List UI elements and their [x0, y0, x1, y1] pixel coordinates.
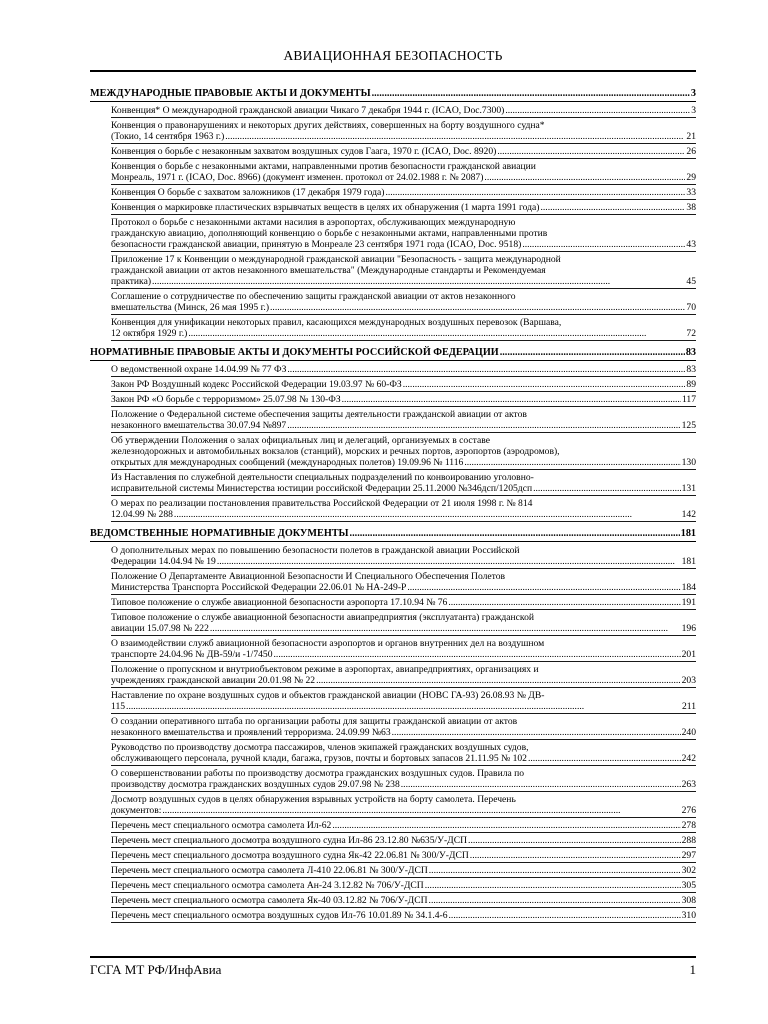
toc-entry[interactable] [111, 690, 696, 712]
toc-entry-text: Закон РФ «О борьбе с терроризмом» 25.07.98 № 130-ФЗ [111, 394, 341, 405]
toc-entry-page-number: 203 [681, 675, 696, 686]
toc-entry[interactable] [111, 638, 696, 660]
toc-entry[interactable] [111, 161, 696, 183]
section-title: ВЕДОМСТВЕННЫЕ НОРМАТИВНЫЕ ДОКУМЕНТЫ [90, 528, 349, 539]
dot-leader [522, 239, 685, 250]
section-heading[interactable] [90, 347, 696, 359]
toc-entry-text: Положение О Департаменте Авиационной Безопасности И Специального Обеспечения Полетов [111, 571, 506, 582]
toc-entry-page-number: 297 [681, 850, 696, 861]
toc-entry-text: авиации 15.07.98 № 222 [111, 623, 209, 634]
toc-entry-text: Типовое положение о службе авиационной безопасности авиапредприятия (эксплуатанта) гражданской [111, 612, 535, 623]
toc-entry-text: гражданской авиации от актов незаконного вмешательства" (Международные стандарты и Рекомендуемая [111, 265, 546, 276]
toc-entry-text: Перечень мест специального осмотра воздушных судов Ил-76 10.01.89 № 34.1.4-6 [111, 910, 448, 921]
entry-rule [111, 687, 696, 688]
entry-rule [111, 832, 696, 833]
section-rule [90, 360, 696, 361]
toc-entry-text: 115 [111, 701, 126, 712]
toc-entry-text: О создании оперативного штаба по организации работы для защиты гражданской авиации от актов [111, 716, 518, 727]
entry-rule [111, 251, 696, 252]
dot-leader [449, 910, 681, 921]
entry-rule [111, 495, 696, 496]
toc-entry-text: Об утверждении Положения о залах официальных лиц и делегаций, организуемых в составе [111, 435, 490, 446]
dot-leader [385, 187, 685, 198]
toc-entry-page-number: 3 [691, 105, 696, 116]
toc-entry-text: открытых для международных сообщений (международных полетов) 19.09.96 № 1116 [111, 457, 464, 468]
header-rule [90, 70, 696, 72]
entry-rule [111, 521, 696, 522]
dot-leader [464, 457, 680, 468]
toc-entry[interactable] [111, 146, 696, 157]
dot-leader [468, 835, 681, 846]
entry-rule [111, 892, 696, 893]
toc-entry[interactable] [111, 664, 696, 686]
toc-entry-page-number: 302 [681, 865, 696, 876]
footer-rule [90, 956, 696, 958]
entry-rule [111, 158, 696, 159]
toc-entry-text: Досмотр воздушных судов в целях обнаружения взрывных устройств на борту самолета. Перечень [111, 794, 516, 805]
dot-leader [225, 131, 685, 142]
toc-entry[interactable] [111, 472, 696, 494]
toc-entry-page-number: 125 [681, 420, 696, 431]
dot-leader [448, 597, 680, 608]
entry-rule [111, 314, 696, 315]
toc-entry[interactable] [111, 202, 696, 213]
dot-leader [484, 172, 685, 183]
toc-entry[interactable] [111, 768, 696, 790]
entry-rule [111, 635, 696, 636]
section-rule [90, 101, 696, 102]
toc-entry-page-number: 26 [686, 146, 696, 157]
section-page-number: 181 [680, 528, 696, 539]
toc-entry-text: О взаимодействии служб авиационной безопасности аэропортов и органов внутренних дел на воздушном [111, 638, 545, 649]
toc-entry-text: производству досмотра гражданских воздушных судов 29.07.98 № 238 [111, 779, 400, 790]
toc-entry-page-number: 117 [681, 394, 696, 405]
toc-entry-page-number: 29 [686, 172, 696, 183]
toc-entry-text: Приложение 17 к Конвенции о международной гражданской авиации "Безопасность - защита международной [111, 254, 561, 265]
section-heading[interactable] [90, 88, 696, 100]
dot-leader [407, 582, 680, 593]
dot-leader [162, 805, 680, 816]
toc-entry-text: Конвенция* О международной гражданской авиации Чикаго 7 декабря 1944 г. (ICAO, Doc.7300) [111, 105, 505, 116]
toc-entry-text: Конвенция о маркировке пластических взрывчатых веществ в целях их обнаружения (1 марта 1991 года) [111, 202, 540, 213]
toc-entry[interactable] [111, 120, 696, 142]
toc-entry-text: Типовое положение о службе авиационной безопасности аэропорта 17.10.94 № 76 [111, 597, 448, 608]
toc-entry[interactable] [111, 850, 696, 861]
toc-entry-text: Перечень мест специального осмотра самолета Л-410 22.06.81 № 300/У-ДСП [111, 865, 428, 876]
toc-entry[interactable] [111, 105, 696, 116]
toc-entry-page-number: 288 [681, 835, 696, 846]
dot-leader [174, 509, 681, 520]
section-title: МЕЖДУНАРОДНЫЕ ПРАВОВЫЕ АКТЫ И ДОКУМЕНТЫ [90, 88, 371, 99]
toc-entry-page-number: 72 [686, 328, 696, 339]
toc-entry[interactable] [111, 379, 696, 390]
toc-entry[interactable] [111, 394, 696, 405]
entry-rule [111, 391, 696, 392]
toc-entry[interactable] [111, 835, 696, 846]
entry-rule [111, 922, 696, 923]
toc-entry-text: Конвенция о борьбе с незаконными актами, направленными против безопасности гражданской авиации [111, 161, 536, 172]
dot-leader [274, 649, 681, 660]
toc-entry-page-number: 278 [681, 820, 696, 831]
dot-leader [188, 328, 685, 339]
toc-entry[interactable] [111, 409, 696, 431]
entry-rule [111, 376, 696, 377]
toc-entry-page-number: 83 [686, 364, 696, 375]
toc-entry-text: Конвенция для унификации некоторых правил, касающихся международных воздушных перевозок (Варшава, [111, 317, 562, 328]
toc-entry-text: железнодорожных и автомобильных вокзалов (станций), морских и речных портов, аэропортов (аэродромов), [111, 446, 560, 457]
toc-entry-text: Федерации 14.04.94 № 19 [111, 556, 216, 567]
toc-entry[interactable] [111, 820, 696, 831]
dot-leader [342, 394, 681, 405]
toc-entry-text: учреждениях гражданской авиации 20.01.98 № 22 [111, 675, 316, 686]
toc-entry-text: О дополнительных мерах по повышению безопасности полетов в гражданской авиации Российской [111, 545, 520, 556]
entry-rule [111, 609, 696, 610]
toc-entry-text: О совершенствовании работы по производству досмотра гражданских воздушных судов. Правила по [111, 768, 525, 779]
dot-leader [541, 202, 686, 213]
toc-entry-text: Конвенция О борьбе с захватом заложников (17 декабря 1979 года) [111, 187, 385, 198]
toc-entry-text: незаконного вмешательства 30.07.94 №897 [111, 420, 287, 431]
dot-leader [270, 302, 685, 313]
section-heading[interactable] [90, 528, 696, 540]
toc-entry-text: Перечень мест специального досмотра воздушного судна Як-42 22.06.81 № 300/У-ДСП [111, 850, 469, 861]
entry-rule [111, 214, 696, 215]
toc-entry-text: Положение о пропускном и внутриобъектовом режиме в аэропортах, авиапредприятиях, организациях и [111, 664, 539, 675]
entry-rule [111, 594, 696, 595]
dot-leader [429, 895, 681, 906]
toc-entry-text: Руководство по производству досмотра пассажиров, членов экипажей гражданских воздушных судов, [111, 742, 529, 753]
toc-entry[interactable] [111, 865, 696, 876]
toc-entry-text: 12 октября 1929 г.) [111, 328, 188, 339]
toc-entry-text: (Токио, 14 сентября 1963 г.) [111, 131, 225, 142]
footer-page-number: 1 [689, 962, 696, 977]
entry-rule [111, 184, 696, 185]
toc-entry-page-number: 263 [681, 779, 696, 790]
toc-entry[interactable] [111, 187, 696, 198]
toc-entry-page-number: 38 [686, 202, 696, 213]
toc-entry-text: Конвенция о борьбе с незаконным захватом воздушных судов Гаага, 1970 г. (ICAO, Doc. 8920) [111, 146, 497, 157]
toc-entry-page-number: 181 [681, 556, 696, 567]
toc-entry-page-number: 70 [686, 302, 696, 313]
entry-rule [111, 288, 696, 289]
toc-entry-page-number: 196 [681, 623, 696, 634]
toc-entry-text: Положение о Федеральной системе обеспечения защиты деятельности гражданской авиации от актов [111, 409, 527, 420]
entry-rule [111, 469, 696, 470]
toc-entry-page-number: 131 [681, 483, 696, 494]
footer-publisher: ГСГА МТ РФ/ИнфАвиа [90, 962, 222, 977]
entry-rule [111, 432, 696, 433]
toc-entry-text: Перечень мест специального осмотра самолета Як-40 03.12.82 № 706/У-ДСП [111, 895, 428, 906]
dot-leader [470, 850, 681, 861]
entry-rule [111, 791, 696, 792]
entry-rule [111, 739, 696, 740]
dot-leader [533, 483, 681, 494]
dot-leader [332, 820, 680, 831]
entry-rule [111, 713, 696, 714]
page-header-title: АВИАЦИОННАЯ БЕЗОПАСНОСТЬ [283, 48, 503, 63]
dot-leader [217, 556, 681, 567]
entry-rule [111, 847, 696, 848]
toc-entry-text: Закон РФ Воздушный кодекс Российской Федерации 19.03.97 № 60-ФЗ [111, 379, 402, 390]
toc-entry[interactable] [111, 217, 696, 250]
toc-entry-page-number: 305 [681, 880, 696, 891]
toc-entry-text: незаконного вмешательства и проявлений терроризма. 24.09.99 №63 [111, 727, 391, 738]
toc-entry-text: обслуживающего персонала, ручной клади, багажа, грузов, почты и бортовых запасов 21.11.95 № 102 [111, 753, 527, 764]
toc-entry-text: вмешательства (Минск, 26 мая 1995 г.) [111, 302, 270, 313]
toc-entry-text: Соглашение о сотрудничестве по обеспечению защиты гражданской авиации от актов незаконного [111, 291, 516, 302]
entry-rule [111, 406, 696, 407]
toc-entry-page-number: 276 [681, 805, 696, 816]
table-of-contents [90, 88, 696, 929]
toc-entry[interactable] [111, 498, 696, 520]
dot-leader [429, 865, 681, 876]
toc-entry[interactable] [111, 880, 696, 891]
section-title: НОРМАТИВНЫЕ ПРАВОВЫЕ АКТЫ И ДОКУМЕНТЫ РОССИЙСКОЙ ФЕДЕРАЦИИ [90, 347, 499, 358]
entry-rule [111, 817, 696, 818]
section-rule [90, 541, 696, 542]
toc-entry-text: практика) [111, 276, 152, 287]
dot-leader [152, 276, 685, 287]
entry-rule [111, 765, 696, 766]
toc-entry-page-number: 43 [686, 239, 696, 250]
toc-entry[interactable] [111, 364, 696, 375]
dot-leader [350, 528, 680, 540]
entry-rule [111, 199, 696, 200]
toc-entry-text: Наставление по охране воздушных судов и объектов гражданской авиации (НОВС ГА-93) 26.08.93 № ДВ- [111, 690, 545, 701]
entry-rule [111, 907, 696, 908]
dot-leader [316, 675, 681, 686]
toc-entry[interactable] [111, 895, 696, 906]
toc-entry-page-number: 89 [686, 379, 696, 390]
dot-leader [505, 105, 690, 116]
toc-entry-page-number: 310 [681, 910, 696, 921]
toc-entry-text: документов: [111, 805, 162, 816]
dot-leader [210, 623, 681, 634]
dot-leader [500, 347, 685, 359]
toc-entry-page-number: 242 [681, 753, 696, 764]
toc-entry[interactable] [111, 910, 696, 921]
dot-leader [528, 753, 681, 764]
dot-leader [392, 727, 681, 738]
toc-entry-text: Перечень мест специального осмотра самолета Ил-62 [111, 820, 332, 831]
toc-entry-page-number: 211 [681, 701, 696, 712]
entry-rule [111, 340, 696, 341]
toc-entry-text: транспорте 24.04.96 № ДВ-59/и -1/7450 [111, 649, 273, 660]
entry-rule [111, 661, 696, 662]
toc-entry-text: безопасности гражданской авиации, принятую в Монреале 23 сентября 1971 года (ICAO, Doc. 9518) [111, 239, 522, 250]
toc-entry[interactable] [111, 545, 696, 567]
dot-leader [497, 146, 685, 157]
section-page-number: 3 [690, 88, 696, 99]
toc-entry-page-number: 21 [686, 131, 696, 142]
toc-entry-text: Из Наставления по служебной деятельности специальных подразделений по конвоированию уголовно- [111, 472, 534, 483]
toc-entry-text: исправительной системы Министерства юстиции российской Федерации 25.11.2000 №346дсп/1205дсп [111, 483, 533, 494]
entry-rule [111, 143, 696, 144]
toc-entry-page-number: 308 [681, 895, 696, 906]
toc-entry-text: О ведомственной охране 14.04.99 № 77 ФЗ [111, 364, 287, 375]
toc-entry-page-number: 201 [681, 649, 696, 660]
dot-leader [403, 379, 686, 390]
toc-entry-page-number: 184 [681, 582, 696, 593]
toc-entry-page-number: 191 [681, 597, 696, 608]
toc-entry[interactable] [111, 794, 696, 816]
toc-entry-text: Монреаль, 1971 г. (ICAO, Doc. 8966) (документ изменен. протокол от 24.02.1988 г. № 2087) [111, 172, 484, 183]
toc-entry-page-number: 130 [681, 457, 696, 468]
toc-entry[interactable] [111, 571, 696, 593]
toc-entry[interactable] [111, 742, 696, 764]
toc-entry-text: гражданскую авиацию, дополняющий конвенцию о борьбе с незаконными актами, направленными против [111, 228, 548, 239]
toc-entry[interactable] [111, 291, 696, 313]
dot-leader [287, 364, 685, 375]
dot-leader [401, 779, 681, 790]
toc-entry-page-number: 33 [686, 187, 696, 198]
entry-rule [111, 862, 696, 863]
dot-leader [425, 880, 681, 891]
toc-entry-text: Протокол о борьбе с незаконными актами насилия в аэропортах, обслуживающих международную [111, 217, 516, 228]
toc-entry-text: Перечень мест специального досмотра воздушного судна Ил-86 23.12.80 №635/У-ДСП [111, 835, 468, 846]
toc-entry-page-number: 240 [681, 727, 696, 738]
dot-leader [372, 88, 690, 100]
toc-entry[interactable] [111, 254, 696, 287]
toc-entry-text: Конвенция о правонарушениях и некоторых других действиях, совершенных на борту воздушного судна* [111, 120, 545, 131]
entry-rule [111, 568, 696, 569]
toc-entry[interactable] [111, 612, 696, 634]
toc-entry-page-number: 142 [681, 509, 696, 520]
toc-entry[interactable] [111, 435, 696, 468]
entry-rule [111, 877, 696, 878]
toc-entry-text: 12.04.99 № 288 [111, 509, 173, 520]
toc-entry-page-number: 45 [686, 276, 696, 287]
toc-entry[interactable] [111, 597, 696, 608]
section-page-number: 83 [685, 347, 696, 358]
toc-entry-text: Перечень мест специального осмотра самолета Ан-24 3.12.82 № 706/У-ДСП [111, 880, 424, 891]
toc-entry-text: Министерства Транспорта Российской Федерации 22.06.01 № НА-249-Р [111, 582, 407, 593]
dot-leader [287, 420, 680, 431]
entry-rule [111, 117, 696, 118]
toc-entry[interactable] [111, 716, 696, 738]
dot-leader [126, 701, 681, 712]
toc-entry-text: О мерах по реализации постановления правительства Российской Федерации от 21 июля 1998 г. № 814 [111, 498, 533, 509]
toc-entry[interactable] [111, 317, 696, 339]
